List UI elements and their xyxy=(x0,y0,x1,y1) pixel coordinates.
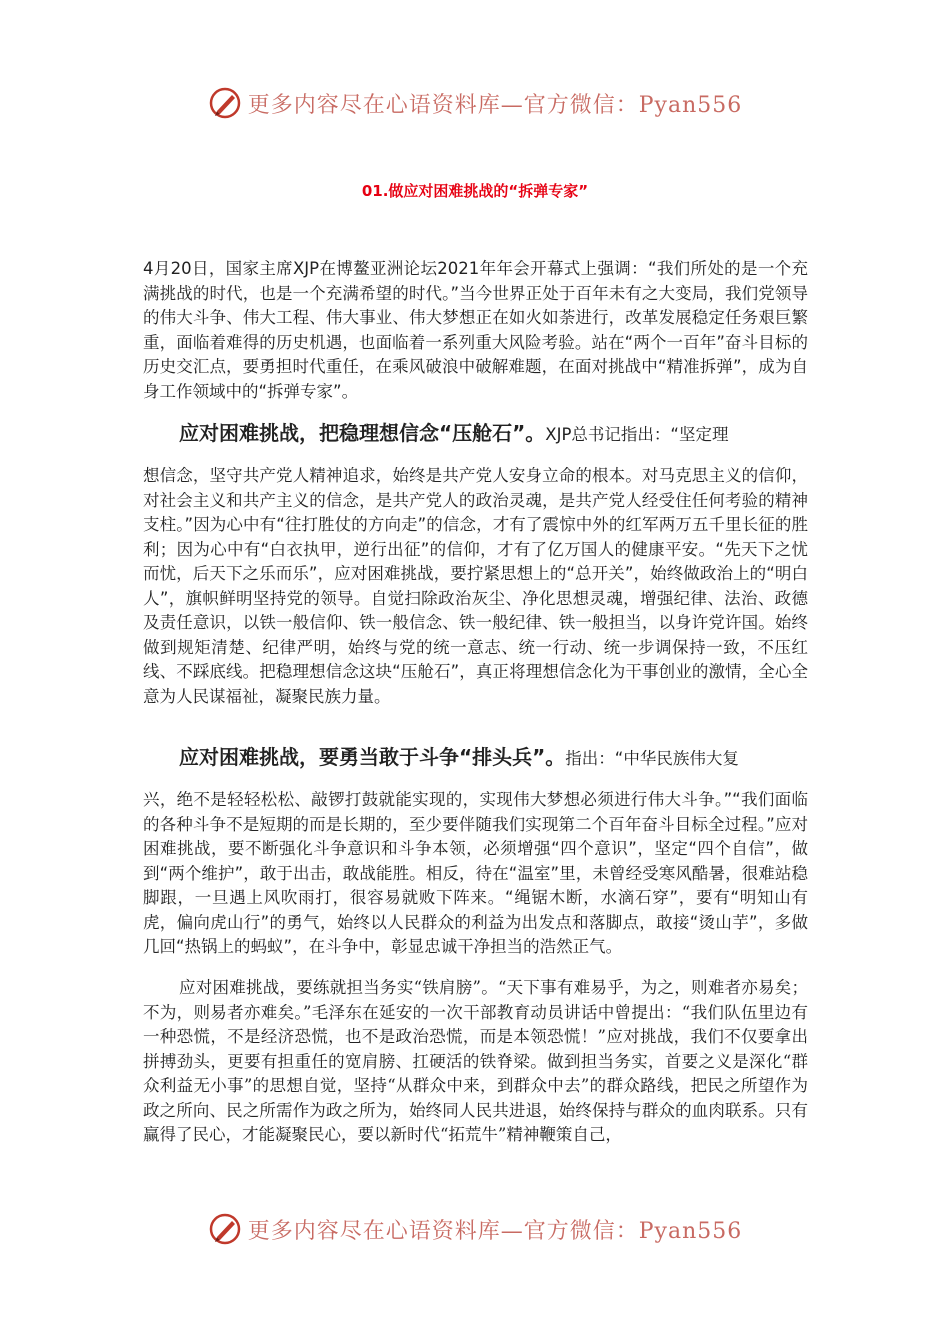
section-2-body: 兴，绝不是轻轻松松、敲锣打鼓就能实现的，实现伟大梦想必须进行伟大斗争。”“我们面临的各种斗争不是短期的而是长期的，至少要伴随我们实现第二个百年奋斗目标全过程。”应对困难挑战，要不断强化斗争意识和斗争本领，必须增强“四个意识”，坚定“四个自信”，做到“两个维护”，敢于出击，敢战能胜。相反，待在“温室”里，未曾经受寒风酷暑，很难站稳脚跟，一旦遇上风吹雨打，很容易就败下阵来。“绳锯木断，水滴石穿”，要有“明知山有虎，偏向虎山行”的勇气，始终以人民群众的利益为出发点和落脚点，敢接“烫山芋”，多做几回“热锅上的蚂蚁”，在斗争中，彰显忠诚干净担当的浩然正气。 xyxy=(143,790,808,956)
watermark-text: 更多内容尽在心语资料库—官方微信：Pyan556 xyxy=(247,1218,743,1244)
section-2-first-line xyxy=(143,742,808,774)
pen-circle-logo-icon xyxy=(208,1212,242,1246)
section-1-first-text: XJP总书记指出：“坚定理 xyxy=(545,425,729,444)
intro-paragraph: 4月20日，国家主席XJP在博鳌亚洲论坛2021年年会开幕式上强调：“我们所处的是一个充满挑战的时代，也是一个充满希望的时代。”当今世界正处于百年未有之大变局，我们党领导的伟大斗争、伟大工程、伟大事业、伟大梦想正在如火如荼进行，改革发展稳定任务艰巨繁重，面临着难得的历史机遇，也面临着一系列重大风险考验。站在“两个一百年”奋斗目标的历史交汇点，要勇担时代重任，在乘风破浪中破解难题，在面对挑战中“精准拆弹”，成为自身工作领域中的“拆弹专家”。 xyxy=(143,259,808,401)
watermark-banner-top xyxy=(0,83,950,123)
section-3-paragraph: 应对困难挑战，要练就担当务实“铁肩膀”。“天下事有难易乎，为之，则难者亦易矣；不为，则易者亦难矣。”毛泽东在延安的一次干部教育动员讲话中曾提出：“我们队伍里边有一种恐慌，不是经济恐慌，也不是政治恐慌，而是本领恐慌！”应对挑战，我们不仅要拿出拼搏劲头，更要有担重任的宽肩膀、扛硬活的铁脊梁。做到担当务实，首要之义是深化“群众利益无小事”的思想自觉，坚持“从群众中来，到群众中去”的群众路线，把民之所望作为政之所向、民之所需作为政之所为，始终同人民共进退，始终保持与群众的血肉联系。只有赢得了民心，才能凝聚民心，要以新时代“拓荒牛”精神鞭策自己， xyxy=(143,978,808,1144)
section-1-body: 想信念，坚守共产党人精神追求，始终是共产党人安身立命的根本。对马克思主义的信仰，对社会主义和共产主义的信念，是共产党人的政治灵魂，是共产党人经受住任何考验的精神支柱。”因为心中有“往打胜仗的方向走”的信念，才有了震惊中外的红军两万五千里长征的胜利；因为心中有“白衣执甲，逆行出征”的信仰，才有了亿万国人的健康平安。“先天下之忧而忧，后天下之乐而乐”，应对困难挑战，要拧紧思想上的“总开关”，始终做政治上的“明白人”，旗帜鲜明坚持党的领导。自觉扫除政治灰尘、净化思想灵魂，增强纪律、法治、政德及责任意识，以铁一般信仰、铁一般信念、铁一般纪律、铁一般担当，以身许党许国。始终做到规矩清楚、纪律严明，始终与党的统一意志、统一行动、统一步调保持一致，不压红线、不踩底线。把稳理想信念这块“压舱石”，真正将理想信念化为干事创业的激情，全心全意为人民谋福祉，凝聚民族力量。 xyxy=(143,466,808,706)
section-2-first-text: 指出：“中华民族伟大复 xyxy=(565,749,739,768)
document-title: 01.做应对困难挑战的“拆弹专家” xyxy=(361,182,589,200)
section-1-heading: 应对困难挑战，把稳理想信念“压舱石”。 xyxy=(179,421,546,445)
section-2-heading: 应对困难挑战，要勇当敢于斗争“排头兵”。 xyxy=(179,745,566,769)
section-2-paragraph xyxy=(143,742,808,960)
watermark-text: 更多内容尽在心语资料库—官方微信：Pyan556 xyxy=(247,92,743,118)
watermark-banner-bottom xyxy=(0,1209,950,1249)
pen-circle-logo-icon xyxy=(208,86,242,120)
section-1-first-line xyxy=(143,418,808,450)
section-1-paragraph xyxy=(143,418,808,709)
